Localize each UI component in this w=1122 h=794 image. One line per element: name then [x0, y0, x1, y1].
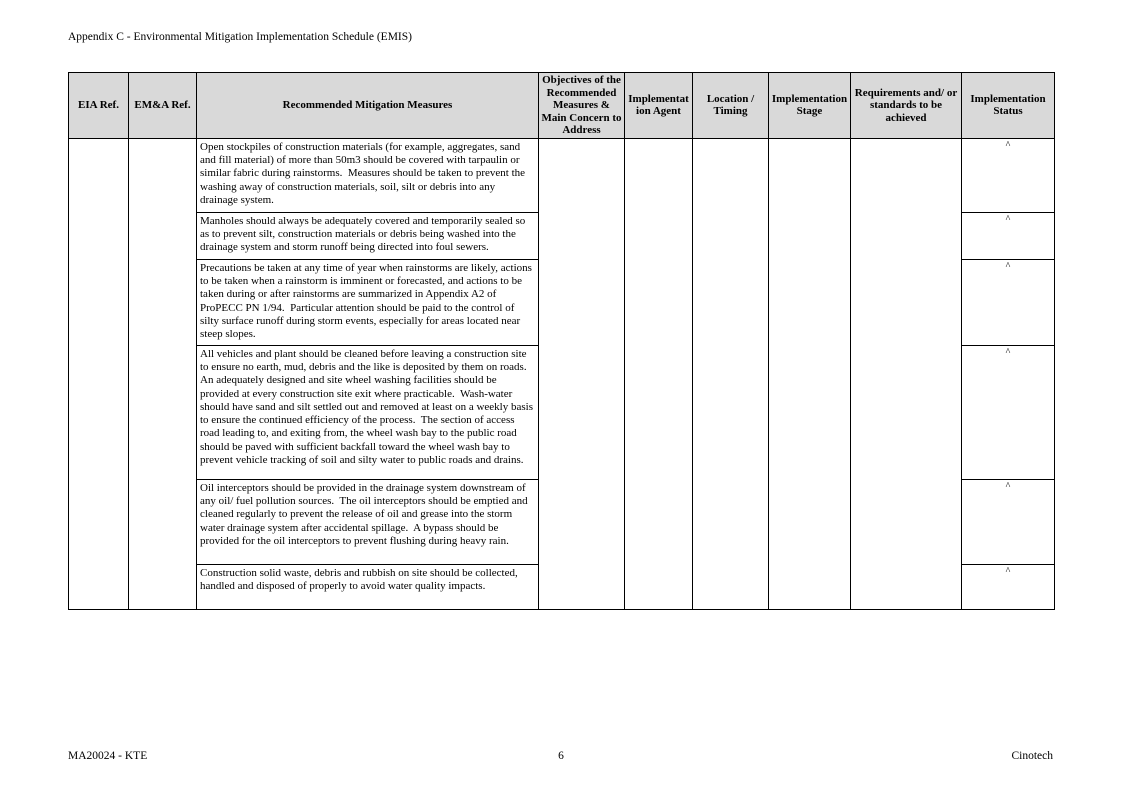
column-header-eia-ref: EIA Ref.: [69, 73, 129, 139]
page-title: Appendix C - Environmental Mitigation Implementation Schedule (EMIS): [68, 31, 412, 43]
table-header-row: [69, 73, 1055, 139]
column-header-ema-ref: EM&A Ref.: [129, 73, 197, 139]
stage-cell: [769, 138, 851, 609]
column-header-status: Implementation Status: [962, 73, 1055, 139]
column-header-requirements: Requirements and/ or standards to be achieved: [851, 73, 962, 139]
ema-ref-cell: [129, 138, 197, 609]
status-cell: ^: [962, 212, 1055, 259]
column-header-objectives: Objectives of the Recommended Measures & Main Concern to Address: [539, 73, 625, 139]
measure-cell: Manholes should always be adequately covered and temporarily sealed so as to prevent silt, construction materials or debris being washed into the drainage system and storm runoff being directed into foul sewers.: [197, 212, 539, 259]
requirements-cell: [851, 138, 962, 609]
status-cell: ^: [962, 345, 1055, 479]
location-timing-cell: [693, 138, 769, 609]
measure-cell: All vehicles and plant should be cleaned before leaving a construction site to ensure no earth, mud, debris and the like is deposited by them on roads. An adequately designed and site wheel washing facilities should be provided at every construction site exit where practicable. Wash-water should have sand and silt settled out and removed at least on a weekly basis to ensure the continued efficiency of the process. The section of access road leading to, and exiting from, the wheel wash bay to the public road should be paved with sufficient backfall toward the wheel wash bay to prevent vehicle tracking of soil and silty water to public roads and drains.: [197, 345, 539, 479]
measure-cell: Open stockpiles of construction materials (for example, aggregates, sand and fill material) of more than 50m3 should be covered with tarpaulin or similar fabric during rainstorms. Measures should be taken to prevent the washing away of construction materials, soil, silt or debris into any drainage system.: [197, 138, 539, 212]
status-cell: ^: [962, 259, 1055, 345]
footer-company-name: Cinotech: [1011, 750, 1053, 762]
column-header-agent: Implementation Agent: [625, 73, 693, 139]
eia-ref-cell: [69, 138, 129, 609]
column-header-stage: Implementation Stage: [769, 73, 851, 139]
objectives-cell: [539, 138, 625, 609]
status-cell: ^: [962, 479, 1055, 564]
measure-cell: Oil interceptors should be provided in the drainage system downstream of any oil/ fuel pollution sources. The oil interceptors should be emptied and cleaned regularly to prevent the release of oil and grease into the storm water drainage system after accidental spillage. A bypass should be provided for the oil interceptors to prevent flushing during heavy rain.: [197, 479, 539, 564]
footer-document-ref: MA20024 - KTE: [68, 750, 148, 762]
column-header-measures: Recommended Mitigation Measures: [197, 73, 539, 139]
table-row: [69, 138, 1055, 212]
measure-cell: Construction solid waste, debris and rubbish on site should be collected, handled and disposed of properly to avoid water quality impacts.: [197, 564, 539, 609]
footer-page-number: 6: [558, 750, 564, 762]
column-header-location-timing: Location / Timing: [693, 73, 769, 139]
status-cell: ^: [962, 138, 1055, 212]
emis-table: [68, 72, 1055, 610]
measure-cell: Precautions be taken at any time of year when rainstorms are likely, actions to be taken when a rainstorm is imminent or forecasted, and actions to be taken during or after rainstorms are summarized in Appendix A2 of ProPECC PN 1/94. Particular attention should be paid to the control of silty surface runoff during storm events, especially for areas located near steep slopes.: [197, 259, 539, 345]
agent-cell: [625, 138, 693, 609]
status-cell: ^: [962, 564, 1055, 609]
